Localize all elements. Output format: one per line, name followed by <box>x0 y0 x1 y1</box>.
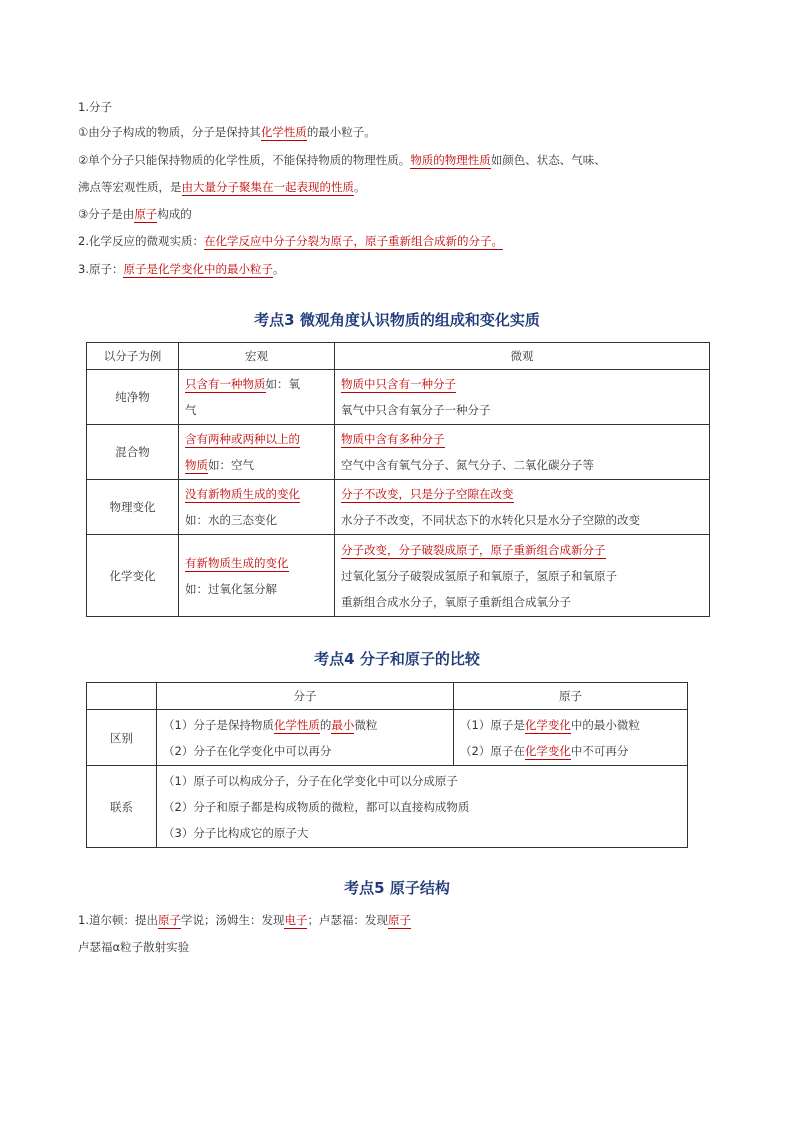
intro-title: 1.分子 <box>78 100 112 114</box>
highlight: 分子改变，分子破裂成原子，原子重新组合成新分子 <box>341 542 606 557</box>
section-3-table <box>86 342 710 617</box>
text: （1）原子是 <box>460 717 525 732</box>
col-header: 分子 <box>157 683 454 710</box>
intro-line-5 <box>78 232 503 250</box>
text: 中不可再分 <box>570 743 629 758</box>
intro-line-2 <box>78 151 606 169</box>
table-row <box>87 370 710 425</box>
text: 气 <box>185 403 197 417</box>
row-label: 化学变化 <box>87 535 179 617</box>
highlight: 有新物质生成的变化 <box>185 555 289 570</box>
text: 如：空气 <box>208 458 254 472</box>
text: 水分子不改变，不同状态下的水转化只是水分子空隙的改变 <box>341 513 640 527</box>
text: ③分子是由 <box>78 207 135 221</box>
highlight: 只含有一种物质 <box>185 377 266 391</box>
text: （1）分子是保持物质 <box>163 717 274 732</box>
intro-line-6 <box>78 260 284 278</box>
col-header: 宏观 <box>179 343 335 370</box>
micro-cell <box>335 425 710 480</box>
table-row <box>87 425 710 480</box>
text: ②单个分子只能保持物质的化学性质，不能保持物质的物理性质。 <box>78 153 411 167</box>
highlight: 在化学反应中分子分裂为原子，原子重新组合成新的分子。 <box>203 234 503 248</box>
highlight: 物质 <box>185 458 208 472</box>
text: 构成的 <box>157 207 192 221</box>
highlight: 化学性质 <box>273 717 320 732</box>
section-3-heading: 考点3 微观角度认识物质的组成和变化实质 <box>254 311 540 329</box>
text: 1.道尔顿：提出 <box>78 913 158 927</box>
text: 的最小粒子。 <box>306 125 376 139</box>
col-header: 原子 <box>454 683 688 710</box>
text: 学说；汤姆生：发现 <box>180 913 285 927</box>
intro-line-3 <box>78 178 366 196</box>
col-header <box>87 683 157 710</box>
section-5-line-2: 卢瑟福α粒子散射实验 <box>78 940 190 954</box>
col-header: 微观 <box>335 343 710 370</box>
text: 如：过氧化氢分解 <box>185 581 277 596</box>
row-label: 纯净物 <box>87 370 179 425</box>
highlight: 化学变化 <box>524 717 571 732</box>
row-label: 混合物 <box>87 425 179 480</box>
text: （2）原子在 <box>460 743 525 758</box>
section-4-table <box>86 682 688 848</box>
section-4-heading: 考点4 分子和原子的比较 <box>314 650 480 668</box>
micro-cell <box>335 370 710 425</box>
highlight: 电子 <box>284 913 308 927</box>
micro-cell <box>335 480 710 535</box>
text: 沸点等宏观性质，是 <box>78 180 182 194</box>
text: 空气中含有氧气分子、氮气分子、二氧化碳分子等 <box>341 458 594 472</box>
highlight: 原子是化学变化中的最小粒子 <box>123 262 273 276</box>
highlight: 化学性质 <box>260 125 307 139</box>
text: 3.原子： <box>78 262 124 276</box>
highlight: 化学变化 <box>524 743 571 758</box>
text: 重新组合成水分子，氧原子重新组合成氧分子 <box>341 594 571 609</box>
highlight: 物质中含有多种分子 <box>341 432 445 446</box>
text: 如：氧 <box>265 377 300 391</box>
text: 如颜色、状态、气味、 <box>490 153 606 167</box>
relation-cell <box>157 766 688 848</box>
text: 的 <box>319 717 332 732</box>
intro-line-1 <box>78 123 376 141</box>
section-5-line-1 <box>78 911 411 929</box>
text: 。 <box>272 262 285 276</box>
micro-cell <box>335 535 710 617</box>
row-label: 物理变化 <box>87 480 179 535</box>
text: （3）分子比构成它的原子大 <box>163 825 309 840</box>
atom-cell <box>454 710 688 766</box>
highlight: 分子不改变，只是分子空隙在改变 <box>341 487 514 501</box>
table-row <box>87 766 688 848</box>
highlight: 原子 <box>134 207 158 221</box>
text: ；卢瑟福：发现 <box>307 913 388 927</box>
text: （2）分子在化学变化中可以再分 <box>163 743 332 758</box>
text: 如：水的三态变化 <box>185 513 277 527</box>
text: ①由分子构成的物质，分子是保持其 <box>78 125 261 139</box>
col-header: 以分子为例 <box>87 343 179 370</box>
table-row <box>87 535 710 617</box>
text: 。 <box>354 180 366 194</box>
text: 2.化学反应的微观实质： <box>78 234 204 248</box>
row-label: 联系 <box>87 766 157 848</box>
macro-cell <box>179 480 335 535</box>
table-row <box>87 480 710 535</box>
highlight: 物质中只含有一种分子 <box>341 377 456 391</box>
molecule-cell <box>157 710 454 766</box>
text: 微粒 <box>354 717 378 732</box>
intro-line-4 <box>78 205 192 223</box>
highlight: 含有两种或两种以上的 <box>185 432 300 446</box>
highlight: 原子 <box>387 913 411 927</box>
text: 中的最小微粒 <box>570 717 640 732</box>
highlight: 原子 <box>157 913 181 927</box>
text: （2）分子和原子都是构成物质的微粒，都可以直接构成物质 <box>163 799 470 814</box>
macro-cell <box>179 370 335 425</box>
highlight: 物质的物理性质 <box>410 153 491 167</box>
highlight: 没有新物质生成的变化 <box>185 487 300 501</box>
text: 过氧化氢分子破裂成氢原子和氧原子，氢原子和氧原子 <box>341 568 617 583</box>
macro-cell <box>179 535 335 617</box>
highlight: 最小 <box>331 717 355 732</box>
row-label: 区别 <box>87 710 157 766</box>
table-row <box>87 710 688 766</box>
text: 氧气中只含有氧分子一种分子 <box>341 403 491 417</box>
text: （1）原子可以构成分子，分子在化学变化中可以分成原子 <box>163 773 458 788</box>
highlight: 由大量分子聚集在一起表现的性质 <box>181 180 354 194</box>
macro-cell <box>179 425 335 480</box>
section-5-heading: 考点5 原子结构 <box>344 879 450 897</box>
